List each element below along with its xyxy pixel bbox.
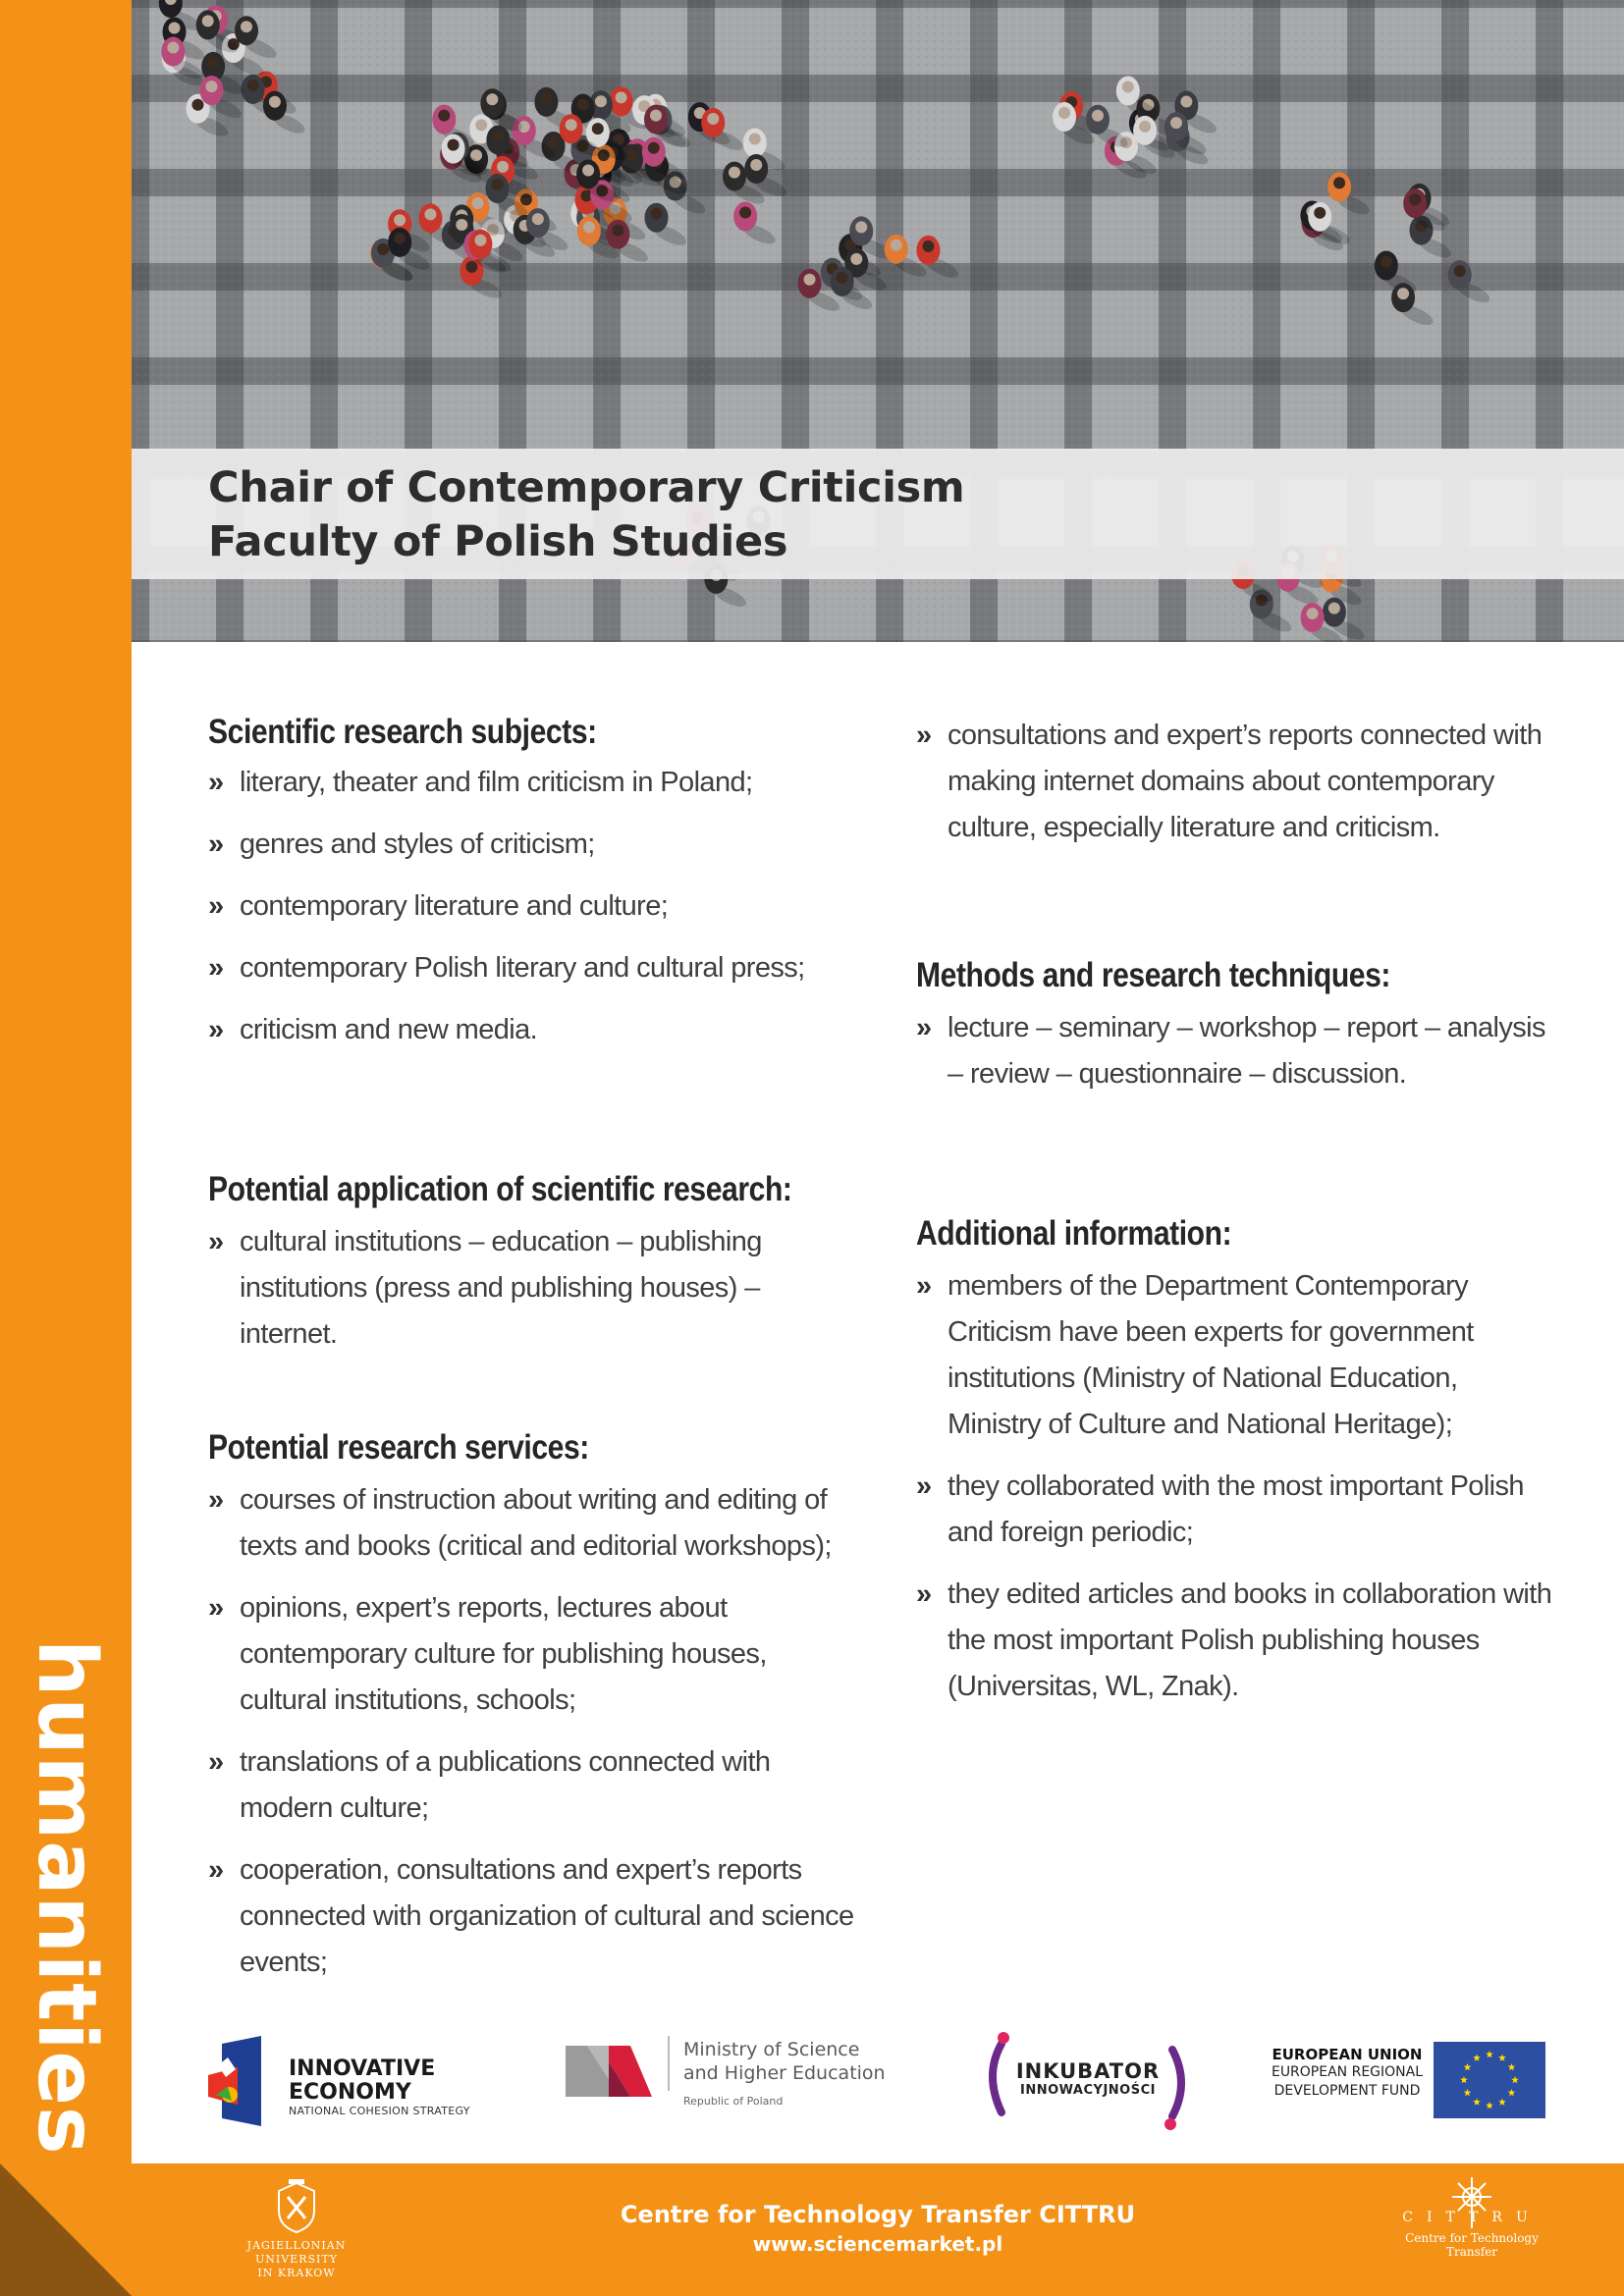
list-item: [208, 1219, 856, 1358]
humanities-sidebar: [0, 0, 132, 2163]
footer-url[interactable]: www.sciencemarket.pl: [752, 2232, 1003, 2256]
person-head: [650, 110, 662, 122]
page-title: [208, 461, 964, 569]
person-head: [1058, 107, 1070, 119]
section-services: [208, 1428, 856, 2002]
cittru-logo: [1388, 2177, 1555, 2259]
person-head: [891, 240, 902, 251]
person-head: [486, 93, 498, 105]
list-item-text: cooperation, consultations and expert’s reports connected with organization of cultural and science events;: [240, 1854, 854, 1978]
list-item: [208, 1585, 856, 1724]
person-head: [566, 119, 577, 131]
person-head: [1139, 121, 1151, 133]
person-head: [1122, 81, 1134, 93]
list-item-text: criticism and new media.: [240, 1014, 538, 1045]
list-item-text: literary, theater and film criticism in Poland;: [240, 767, 753, 798]
person-head: [394, 214, 406, 226]
uj-line2: IN KRAKOW: [257, 2267, 336, 2279]
sidebar-label: humanities: [20, 1639, 113, 2156]
person-head: [739, 206, 751, 218]
section-heading: Additional information:: [916, 1214, 1232, 1253]
section-heading: Potential application of scientific research:: [208, 1170, 792, 1208]
person-head: [1314, 207, 1326, 219]
list-item: [208, 1007, 856, 1053]
person-head: [492, 179, 504, 190]
section-heading: Potential research services:: [208, 1428, 589, 1467]
ie-line1: INNOVATIVE: [289, 2056, 436, 2081]
person-head: [474, 235, 486, 246]
person-head: [804, 274, 816, 286]
section-heading: Scientific research subjects:: [208, 713, 597, 751]
list-item: [208, 1847, 856, 1986]
bullet-icon: »: [916, 1270, 932, 1302]
bullet-list: [916, 1005, 1554, 1097]
section-heading: Methods and research techniques:: [916, 956, 1391, 994]
ministry-logo: [566, 2032, 899, 2130]
person-head: [1170, 117, 1182, 129]
person-head: [582, 164, 594, 176]
bullet-icon: »: [208, 952, 224, 984]
person-head: [855, 221, 867, 233]
bullet-list: [208, 1477, 856, 1986]
cittru-letters: CITTRU: [1402, 2210, 1542, 2225]
person-head: [448, 139, 460, 151]
person-head: [592, 123, 604, 134]
innovative-economy-icon: [208, 2036, 263, 2126]
list-item-text: contemporary literature and culture;: [240, 890, 669, 922]
list-item: [208, 760, 856, 806]
person-head: [1380, 255, 1392, 267]
person-head: [202, 15, 214, 27]
bullet-icon: »: [208, 890, 224, 922]
bullet-icon: »: [208, 1746, 224, 1778]
bullet-icon: »: [208, 1854, 224, 1886]
person-head: [497, 161, 509, 173]
ministry-icon: [566, 2046, 654, 2097]
section-methods: [916, 956, 1554, 1113]
person-head: [583, 221, 595, 233]
list-item: [916, 1572, 1554, 1710]
person-head: [424, 208, 436, 220]
person-head: [1307, 608, 1319, 619]
corner-triangle: [0, 2163, 132, 2296]
list-item: [208, 883, 856, 930]
title-line-2: Faculty of Polish Studies: [208, 517, 788, 566]
list-item: [916, 1464, 1554, 1556]
bullet-list: [208, 760, 856, 1053]
person-head: [648, 142, 660, 154]
person-head: [1333, 177, 1345, 188]
bullet-icon: »: [916, 1578, 932, 1610]
inkubator-line2: INNOWACYJNOŚCI: [1020, 2083, 1156, 2098]
list-item: [208, 1739, 856, 1832]
bullet-list: [916, 1263, 1554, 1710]
list-item: [916, 713, 1554, 851]
partner-logos: [208, 2032, 1553, 2130]
person-head: [651, 208, 663, 220]
person-head: [241, 21, 252, 32]
ie-line2: ECONOMY: [289, 2080, 411, 2105]
person-head: [1397, 288, 1409, 299]
person-head: [169, 23, 181, 34]
list-item-text: they collaborated with the most important Polish and foreign periodic;: [947, 1470, 1524, 1548]
bullet-icon: »: [208, 1014, 224, 1045]
person-head: [1409, 193, 1421, 205]
title-line-1: Chair of Contemporary Criticism: [208, 463, 965, 512]
bullet-icon: »: [916, 1012, 932, 1043]
section-additional: [916, 1214, 1554, 1726]
list-item: [916, 1005, 1554, 1097]
person-head: [456, 219, 467, 231]
person-head: [394, 233, 406, 244]
person-head: [492, 131, 504, 142]
section-services-continued: [916, 713, 1554, 867]
footer: [132, 2163, 1624, 2296]
bullet-list: [916, 713, 1554, 851]
bullet-icon: »: [208, 828, 224, 860]
list-item-text: they edited articles and books in collaboration with the most important Polish publishing houses (Universitas, WL, Znak).: [947, 1578, 1552, 1702]
person-head: [475, 119, 487, 131]
eu-logo: [1269, 2032, 1553, 2130]
inkubator-logo: [980, 2032, 1206, 2130]
list-item-text: lecture – seminary – workshop – report – analysis – review – questionnaire – discussion.: [947, 1012, 1545, 1090]
person-head: [749, 133, 761, 144]
person-head: [922, 240, 934, 252]
person-head: [438, 110, 450, 122]
bullet-icon: »: [916, 1470, 932, 1502]
cittru-caption: Centre for Technology Transfer: [1405, 2231, 1539, 2259]
person-head: [548, 136, 560, 148]
person-head: [1092, 110, 1104, 122]
bullet-icon: »: [208, 1484, 224, 1516]
list-item-text: consultations and expert’s reports connected with making internet domains about contemporary culture, especially literature and criticism.: [947, 720, 1543, 843]
person-head: [205, 80, 217, 92]
person-head: [612, 225, 623, 237]
ministry-line2: and Higher Education: [683, 2062, 886, 2084]
person-head: [577, 99, 589, 111]
person-head: [1454, 265, 1466, 277]
person-head: [616, 91, 627, 103]
person-head: [850, 253, 862, 265]
innovative-economy-logo: [208, 2032, 483, 2130]
person-head: [167, 42, 179, 54]
ie-line3: NATIONAL COHESION STRATEGY: [289, 2105, 470, 2117]
person-head: [532, 213, 544, 225]
bullet-icon: »: [208, 1226, 224, 1257]
person-head: [465, 261, 477, 273]
list-item-text: cultural institutions – education – publishing institutions (press and publishing houses) – internet.: [240, 1226, 762, 1350]
person-head: [540, 92, 552, 104]
list-item-text: courses of instruction about writing and editing of texts and books (critical and editorial workshops);: [240, 1484, 832, 1562]
list-item-text: genres and styles of criticism;: [240, 828, 595, 860]
section-research-subjects: [208, 713, 856, 1069]
bullet-icon: »: [208, 767, 224, 798]
list-item: [208, 822, 856, 868]
person-head: [472, 197, 484, 209]
list-item-text: opinions, expert’s reports, lectures about contemporary culture for publishing houses, cultural institutions, schools;: [240, 1592, 767, 1716]
section-application: [208, 1170, 856, 1373]
bullet-list: [208, 1219, 856, 1358]
person-head: [707, 113, 719, 125]
eu-flag-icon: [1434, 2042, 1545, 2118]
list-item: [208, 945, 856, 991]
ministry-line1: Ministry of Science: [683, 2039, 860, 2060]
person-head: [377, 243, 389, 255]
bullet-icon: »: [208, 1592, 224, 1624]
list-item: [916, 1263, 1554, 1448]
person-head: [595, 95, 607, 107]
list-item-text: contemporary Polish literary and cultural press;: [240, 952, 805, 984]
person-head: [191, 99, 203, 111]
uj-line1: JAGIELLONIAN UNIVERSITY: [246, 2239, 347, 2266]
eu-line3: DEVELOPMENT FUND: [1273, 2083, 1421, 2099]
eu-line2: EUROPEAN REGIONAL: [1271, 2064, 1424, 2080]
eu-line1: EUROPEAN UNION: [1272, 2046, 1423, 2063]
bullet-icon: »: [916, 720, 932, 751]
person-head: [1328, 603, 1340, 614]
person-head: [1180, 96, 1192, 108]
person-head: [750, 159, 762, 171]
list-item-text: translations of a publications connected with modern culture;: [240, 1746, 771, 1824]
ministry-line3: Republic of Poland: [683, 2095, 784, 2108]
person-head: [207, 57, 219, 69]
person-head: [247, 80, 259, 91]
list-item: [208, 1477, 856, 1570]
inkubator-line1: INKUBATOR: [1015, 2059, 1161, 2083]
person-head: [729, 167, 740, 179]
footer-title: Centre for Technology Transfer CITTRU: [620, 2201, 1136, 2228]
list-item-text: members of the Department Contemporary Criticism have been experts for government institutions (Ministry of National Education, Ministry of Culture and National Heritage);: [947, 1270, 1474, 1440]
person-head: [269, 96, 281, 108]
person-head: [837, 272, 848, 284]
